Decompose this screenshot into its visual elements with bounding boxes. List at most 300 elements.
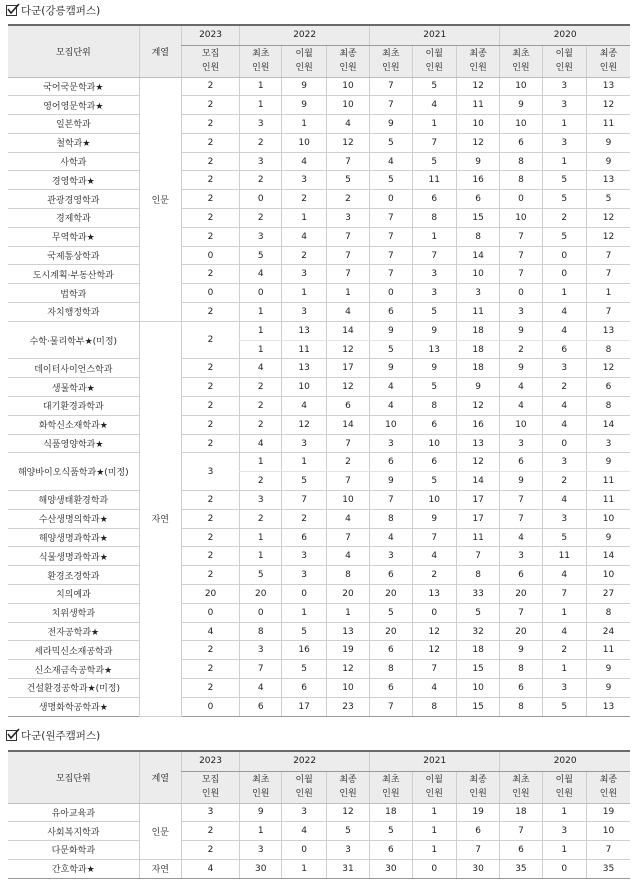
value-cell: 14 bbox=[587, 547, 631, 566]
value-cell: 11 bbox=[456, 96, 499, 115]
unit-name: 생물학과★ bbox=[8, 378, 139, 397]
section-title-gangneung bbox=[6, 3, 100, 18]
unit-name: 화학신소재학과★ bbox=[8, 415, 139, 434]
unit-name: 치위생학과 bbox=[8, 603, 139, 622]
value-cell: 7 bbox=[587, 303, 631, 322]
value-cell: 8 bbox=[370, 509, 412, 528]
table-row bbox=[8, 509, 630, 528]
value-cell: 7 bbox=[370, 209, 412, 228]
table-row bbox=[8, 859, 630, 878]
table-row bbox=[8, 397, 630, 416]
value-cell: 1 bbox=[240, 303, 282, 322]
value-cell: 5 bbox=[542, 190, 586, 209]
value-cell: 6 bbox=[500, 841, 542, 860]
value-cell: 4 bbox=[282, 397, 326, 416]
value-cell: 15 bbox=[456, 697, 499, 716]
header-year-2021: 2021 bbox=[370, 25, 500, 45]
value-cell: 20 bbox=[370, 622, 412, 641]
header-final: 최종 인원 bbox=[587, 45, 631, 77]
table-row bbox=[8, 841, 630, 860]
value-cell: 0 bbox=[181, 284, 239, 303]
value-cell: 1 bbox=[240, 453, 282, 472]
value-cell: 8 bbox=[587, 397, 631, 416]
value-cell: 2 bbox=[181, 115, 239, 134]
value-cell: 2 bbox=[181, 528, 239, 547]
value-cell: 5 bbox=[412, 472, 456, 491]
value-cell: 2 bbox=[181, 660, 239, 679]
value-cell: 5 bbox=[412, 152, 456, 171]
value-cell: 15 bbox=[456, 660, 499, 679]
value-cell: 2 bbox=[181, 509, 239, 528]
table-row bbox=[8, 284, 630, 303]
value-cell: 9 bbox=[282, 96, 326, 115]
unit-name: 전자공학과★ bbox=[8, 622, 139, 641]
value-cell: 3 bbox=[542, 509, 586, 528]
value-cell: 12 bbox=[326, 133, 369, 152]
value-cell: 13 bbox=[587, 321, 631, 340]
header-year-2023: 2023 bbox=[181, 751, 239, 771]
value-cell: 5 bbox=[542, 697, 586, 716]
value-cell: 6 bbox=[282, 528, 326, 547]
value-cell: 2 bbox=[282, 246, 326, 265]
value-cell: 2 bbox=[181, 359, 239, 378]
section-title-text: 다군(강릉캠퍼스) bbox=[21, 5, 101, 17]
unit-name: 다문화학과 bbox=[8, 841, 139, 860]
value-cell: 18 bbox=[500, 803, 542, 822]
value-cell: 3 bbox=[412, 284, 456, 303]
value-cell: 5 bbox=[542, 171, 586, 190]
value-cell: 7 bbox=[326, 246, 369, 265]
value-cell: 8 bbox=[456, 566, 499, 585]
value-cell: 14 bbox=[326, 321, 369, 340]
value-cell: 7 bbox=[500, 491, 542, 510]
value-cell: 2 bbox=[181, 152, 239, 171]
value-cell: 7 bbox=[370, 265, 412, 284]
value-cell: 7 bbox=[412, 133, 456, 152]
value-cell: 13 bbox=[412, 585, 456, 604]
unit-name: 철학과★ bbox=[8, 133, 139, 152]
value-cell: 7 bbox=[456, 841, 499, 860]
value-cell: 1 bbox=[412, 227, 456, 246]
unit-name: 무역학과★ bbox=[8, 227, 139, 246]
value-cell: 2 bbox=[181, 77, 239, 96]
table-row bbox=[8, 547, 630, 566]
value-cell: 1 bbox=[282, 284, 326, 303]
value-cell: 8 bbox=[326, 566, 369, 585]
value-cell: 1 bbox=[542, 152, 586, 171]
value-cell: 33 bbox=[456, 585, 499, 604]
value-cell: 7 bbox=[412, 528, 456, 547]
value-cell: 12 bbox=[587, 209, 631, 228]
value-cell: 2 bbox=[181, 133, 239, 152]
header-first: 최초 인원 bbox=[500, 45, 542, 77]
value-cell: 6 bbox=[370, 841, 412, 860]
checkbox-icon bbox=[6, 730, 17, 741]
value-cell: 7 bbox=[240, 660, 282, 679]
value-cell: 2 bbox=[181, 641, 239, 660]
value-cell: 2 bbox=[181, 227, 239, 246]
value-cell: 4 bbox=[542, 397, 586, 416]
value-cell: 2 bbox=[181, 209, 239, 228]
value-cell: 10 bbox=[500, 77, 542, 96]
section-title-text: 다군(원주캠퍼스) bbox=[21, 730, 101, 742]
value-cell: 5 bbox=[370, 822, 412, 841]
value-cell: 18 bbox=[456, 641, 499, 660]
value-cell: 0 bbox=[412, 859, 456, 878]
value-cell: 7 bbox=[412, 660, 456, 679]
value-cell: 3 bbox=[282, 803, 326, 822]
value-cell: 3 bbox=[282, 265, 326, 284]
value-cell: 8 bbox=[500, 171, 542, 190]
value-cell: 16 bbox=[282, 641, 326, 660]
value-cell: 20 bbox=[326, 585, 369, 604]
value-cell: 5 bbox=[240, 246, 282, 265]
value-cell: 0 bbox=[181, 697, 239, 716]
unit-name: 해양바이오식품학과★(미정) bbox=[8, 453, 139, 491]
value-cell: 7 bbox=[326, 472, 369, 491]
value-cell: 1 bbox=[542, 115, 586, 134]
value-cell: 24 bbox=[587, 622, 631, 641]
value-cell: 3 bbox=[542, 133, 586, 152]
value-cell: 4 bbox=[240, 265, 282, 284]
value-cell: 10 bbox=[587, 822, 631, 841]
value-cell: 9 bbox=[370, 321, 412, 340]
value-cell: 9 bbox=[412, 509, 456, 528]
value-cell: 9 bbox=[412, 321, 456, 340]
value-cell: 9 bbox=[240, 803, 282, 822]
header-final: 최종 인원 bbox=[326, 771, 369, 803]
value-cell: 7 bbox=[282, 491, 326, 510]
value-cell: 2 bbox=[181, 397, 239, 416]
value-cell: 13 bbox=[282, 359, 326, 378]
value-cell: 9 bbox=[370, 472, 412, 491]
table-row bbox=[8, 622, 630, 641]
value-cell: 18 bbox=[456, 359, 499, 378]
value-cell: 3 bbox=[181, 803, 239, 822]
unit-name: 영어영문학과★ bbox=[8, 96, 139, 115]
value-cell: 5 bbox=[370, 171, 412, 190]
value-cell: 1 bbox=[542, 803, 586, 822]
table-row bbox=[8, 77, 630, 96]
value-cell: 7 bbox=[370, 96, 412, 115]
value-cell: 5 bbox=[326, 822, 369, 841]
value-cell: 5 bbox=[282, 660, 326, 679]
value-cell: 5 bbox=[282, 622, 326, 641]
unit-name: 세라믹신소재공학과 bbox=[8, 641, 139, 660]
table-row bbox=[8, 171, 630, 190]
unit-name: 자치행정학과 bbox=[8, 303, 139, 322]
category-cell: 인문 bbox=[139, 803, 181, 859]
value-cell: 4 bbox=[240, 679, 282, 698]
value-cell: 7 bbox=[456, 547, 499, 566]
value-cell: 12 bbox=[587, 227, 631, 246]
table-row bbox=[8, 453, 630, 472]
value-cell: 6 bbox=[412, 190, 456, 209]
value-cell: 12 bbox=[412, 641, 456, 660]
value-cell: 14 bbox=[326, 415, 369, 434]
unit-name: 수학·물리학부★(미정) bbox=[8, 321, 139, 359]
header-unit: 모집단위 bbox=[8, 751, 139, 803]
value-cell: 7 bbox=[370, 491, 412, 510]
value-cell: 9 bbox=[412, 359, 456, 378]
value-cell: 30 bbox=[370, 859, 412, 878]
value-cell: 0 bbox=[542, 246, 586, 265]
unit-name: 대기환경과학과 bbox=[8, 397, 139, 416]
value-cell: 4 bbox=[282, 227, 326, 246]
value-cell: 0 bbox=[240, 190, 282, 209]
value-cell: 2 bbox=[240, 509, 282, 528]
value-cell: 2 bbox=[181, 190, 239, 209]
value-cell: 9 bbox=[500, 359, 542, 378]
header-first: 최초 인원 bbox=[500, 771, 542, 803]
value-cell: 4 bbox=[542, 303, 586, 322]
value-cell: 1 bbox=[326, 284, 369, 303]
value-cell: 9 bbox=[456, 152, 499, 171]
value-cell: 12 bbox=[456, 77, 499, 96]
value-cell: 9 bbox=[370, 115, 412, 134]
value-cell: 13 bbox=[326, 622, 369, 641]
value-cell: 9 bbox=[500, 96, 542, 115]
value-cell: 1 bbox=[542, 841, 586, 860]
value-cell: 1 bbox=[542, 284, 586, 303]
value-cell: 13 bbox=[587, 77, 631, 96]
header-first: 최초 인원 bbox=[240, 45, 282, 77]
value-cell: 9 bbox=[500, 641, 542, 660]
value-cell: 11 bbox=[456, 303, 499, 322]
value-cell: 4 bbox=[181, 859, 239, 878]
value-cell: 2 bbox=[240, 415, 282, 434]
table-row bbox=[8, 803, 630, 822]
value-cell: 2 bbox=[181, 491, 239, 510]
value-cell: 1 bbox=[542, 660, 586, 679]
category-cell: 자연 bbox=[139, 859, 181, 878]
value-cell: 17 bbox=[456, 509, 499, 528]
value-cell: 4 bbox=[370, 397, 412, 416]
value-cell: 4 bbox=[542, 415, 586, 434]
unit-name: 데이터사이언스학과 bbox=[8, 359, 139, 378]
value-cell: 10 bbox=[326, 679, 369, 698]
value-cell: 8 bbox=[456, 227, 499, 246]
value-cell: 8 bbox=[500, 152, 542, 171]
value-cell: 7 bbox=[370, 227, 412, 246]
unit-name: 국제통상학과 bbox=[8, 246, 139, 265]
value-cell: 4 bbox=[500, 528, 542, 547]
unit-name: 환경조경학과 bbox=[8, 566, 139, 585]
value-cell: 1 bbox=[240, 822, 282, 841]
value-cell: 2 bbox=[542, 209, 586, 228]
table-row bbox=[8, 415, 630, 434]
value-cell: 8 bbox=[412, 397, 456, 416]
table-row bbox=[8, 190, 630, 209]
value-cell: 9 bbox=[500, 472, 542, 491]
value-cell: 12 bbox=[456, 453, 499, 472]
value-cell: 7 bbox=[587, 265, 631, 284]
value-cell: 6 bbox=[370, 679, 412, 698]
header-first: 최초 인원 bbox=[240, 771, 282, 803]
header-category: 계열 bbox=[139, 751, 181, 803]
value-cell: 13 bbox=[282, 321, 326, 340]
value-cell: 3 bbox=[412, 265, 456, 284]
value-cell: 2 bbox=[181, 841, 239, 860]
value-cell: 9 bbox=[456, 378, 499, 397]
value-cell: 4 bbox=[500, 378, 542, 397]
table-row bbox=[8, 133, 630, 152]
value-cell: 4 bbox=[542, 321, 586, 340]
value-cell: 0 bbox=[370, 190, 412, 209]
value-cell: 10 bbox=[282, 378, 326, 397]
admission-table-wonju bbox=[8, 750, 630, 879]
value-cell: 4 bbox=[181, 622, 239, 641]
value-cell: 13 bbox=[587, 697, 631, 716]
value-cell: 2 bbox=[181, 434, 239, 453]
value-cell: 6 bbox=[456, 190, 499, 209]
value-cell: 2 bbox=[181, 822, 239, 841]
unit-name: 관광경영학과 bbox=[8, 190, 139, 209]
value-cell: 3 bbox=[240, 227, 282, 246]
unit-name: 생명화학공학과★ bbox=[8, 697, 139, 716]
value-cell: 6 bbox=[326, 397, 369, 416]
table-row bbox=[8, 321, 630, 340]
value-cell: 6 bbox=[500, 679, 542, 698]
value-cell: 2 bbox=[282, 190, 326, 209]
value-cell: 2 bbox=[500, 340, 542, 359]
value-cell: 1 bbox=[282, 453, 326, 472]
value-cell: 0 bbox=[370, 284, 412, 303]
value-cell: 0 bbox=[500, 284, 542, 303]
table-row bbox=[8, 303, 630, 322]
checkbox-icon bbox=[6, 5, 17, 16]
value-cell: 9 bbox=[587, 133, 631, 152]
unit-name: 해양생명과학과★ bbox=[8, 528, 139, 547]
value-cell: 12 bbox=[587, 359, 631, 378]
unit-name: 식품영양학과★ bbox=[8, 434, 139, 453]
value-cell: 0 bbox=[282, 841, 326, 860]
value-cell: 2 bbox=[240, 378, 282, 397]
value-cell: 2 bbox=[181, 96, 239, 115]
value-cell: 1 bbox=[412, 115, 456, 134]
value-cell: 7 bbox=[542, 585, 586, 604]
value-cell: 8 bbox=[412, 697, 456, 716]
value-cell: 9 bbox=[587, 528, 631, 547]
value-cell: 1 bbox=[412, 803, 456, 822]
header-category: 계열 bbox=[139, 25, 181, 77]
table-row bbox=[8, 209, 630, 228]
value-cell: 3 bbox=[282, 171, 326, 190]
value-cell: 2 bbox=[181, 566, 239, 585]
value-cell: 10 bbox=[500, 209, 542, 228]
value-cell: 3 bbox=[500, 434, 542, 453]
value-cell: 6 bbox=[370, 453, 412, 472]
value-cell: 19 bbox=[326, 641, 369, 660]
value-cell: 7 bbox=[587, 841, 631, 860]
value-cell: 2 bbox=[240, 472, 282, 491]
value-cell: 0 bbox=[240, 603, 282, 622]
value-cell: 2 bbox=[240, 397, 282, 416]
value-cell: 10 bbox=[456, 679, 499, 698]
value-cell: 1 bbox=[542, 603, 586, 622]
value-cell: 3 bbox=[370, 547, 412, 566]
value-cell: 0 bbox=[240, 284, 282, 303]
header-move: 이월 인원 bbox=[282, 45, 326, 77]
value-cell: 11 bbox=[412, 171, 456, 190]
value-cell: 20 bbox=[181, 585, 239, 604]
value-cell: 11 bbox=[282, 340, 326, 359]
value-cell: 27 bbox=[587, 585, 631, 604]
header-unit: 모집단위 bbox=[8, 25, 139, 77]
value-cell: 6 bbox=[500, 133, 542, 152]
value-cell: 11 bbox=[542, 547, 586, 566]
unit-name: 치의예과 bbox=[8, 585, 139, 604]
value-cell: 7 bbox=[326, 265, 369, 284]
value-cell: 6 bbox=[542, 340, 586, 359]
unit-name: 간호학과★ bbox=[8, 859, 139, 878]
value-cell: 0 bbox=[542, 265, 586, 284]
value-cell: 32 bbox=[456, 622, 499, 641]
value-cell: 4 bbox=[370, 528, 412, 547]
value-cell: 3 bbox=[370, 434, 412, 453]
value-cell: 6 bbox=[456, 822, 499, 841]
table-row bbox=[8, 603, 630, 622]
value-cell: 18 bbox=[456, 340, 499, 359]
table-row bbox=[8, 227, 630, 246]
value-cell: 2 bbox=[240, 209, 282, 228]
value-cell: 5 bbox=[412, 77, 456, 96]
value-cell: 2 bbox=[181, 378, 239, 397]
value-cell: 2 bbox=[181, 547, 239, 566]
value-cell: 4 bbox=[542, 622, 586, 641]
value-cell: 7 bbox=[326, 227, 369, 246]
value-cell: 1 bbox=[282, 859, 326, 878]
table-row bbox=[8, 528, 630, 547]
value-cell: 20 bbox=[370, 585, 412, 604]
value-cell: 2 bbox=[181, 265, 239, 284]
value-cell: 8 bbox=[500, 660, 542, 679]
value-cell: 3 bbox=[282, 566, 326, 585]
header-year-2020: 2020 bbox=[500, 25, 630, 45]
table-row bbox=[8, 822, 630, 841]
header-year-2020: 2020 bbox=[500, 751, 630, 771]
value-cell: 4 bbox=[542, 566, 586, 585]
value-cell: 3 bbox=[542, 96, 586, 115]
table-row bbox=[8, 265, 630, 284]
value-cell: 17 bbox=[456, 491, 499, 510]
value-cell: 2 bbox=[181, 303, 239, 322]
value-cell: 9 bbox=[587, 679, 631, 698]
value-cell: 12 bbox=[326, 803, 369, 822]
unit-name: 신소재금속공학과★ bbox=[8, 660, 139, 679]
value-cell: 4 bbox=[542, 491, 586, 510]
value-cell: 8 bbox=[370, 660, 412, 679]
value-cell: 6 bbox=[240, 697, 282, 716]
value-cell: 6 bbox=[500, 566, 542, 585]
value-cell: 3 bbox=[456, 284, 499, 303]
unit-name: 국어국문학과★ bbox=[8, 77, 139, 96]
header-move: 이월 인원 bbox=[542, 45, 586, 77]
value-cell: 4 bbox=[412, 679, 456, 698]
table-row bbox=[8, 152, 630, 171]
value-cell: 30 bbox=[240, 859, 282, 878]
value-cell: 3 bbox=[240, 491, 282, 510]
value-cell: 10 bbox=[412, 434, 456, 453]
header-final: 최종 인원 bbox=[326, 45, 369, 77]
value-cell: 11 bbox=[456, 528, 499, 547]
table-row bbox=[8, 566, 630, 585]
value-cell: 1 bbox=[240, 528, 282, 547]
value-cell: 10 bbox=[500, 415, 542, 434]
value-cell: 20 bbox=[500, 622, 542, 641]
value-cell: 6 bbox=[282, 679, 326, 698]
value-cell: 2 bbox=[181, 321, 239, 359]
